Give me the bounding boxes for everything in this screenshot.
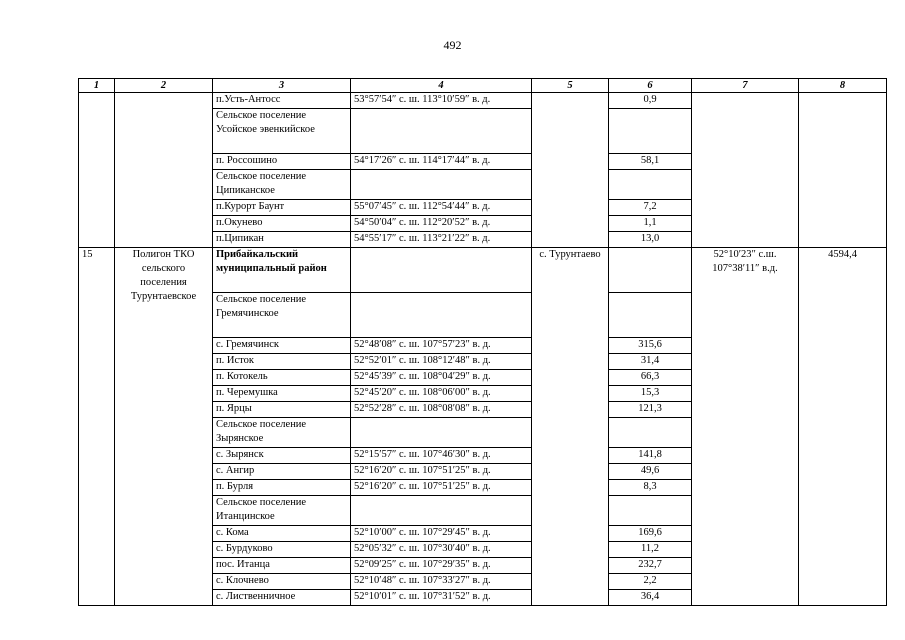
distance-cell: 7,2	[609, 200, 692, 216]
settlement-coords-cell: 54°50′04″ с. ш. 112°20′52″ в. д.	[351, 216, 532, 232]
settlement-coords-cell	[351, 109, 532, 154]
distance-cell: 49,6	[609, 464, 692, 480]
header-row	[79, 79, 887, 93]
header-cell: 3	[213, 79, 351, 93]
settlement-name-cell: п. Россошино	[213, 154, 351, 170]
settlement-name-cell: с. Ангир	[213, 464, 351, 480]
settlement-coords-cell: 52°09′25″ с. ш. 107°29′35″ в. д.	[351, 558, 532, 574]
settlement-name-cell: п. Исток	[213, 354, 351, 370]
settlement-coords-cell: 52°16′20″ с. ш. 107°51′25″ в. д.	[351, 464, 532, 480]
settlement-coords-cell: 54°55′17″ с. ш. 113°21′22″ в. д.	[351, 232, 532, 248]
object-coords-cell: 52°10′23″ с.ш. 107°38′11″ в.д.	[692, 248, 799, 606]
settlement-name-cell: п.Окунево	[213, 216, 351, 232]
distance-cell	[609, 248, 692, 293]
distance-cell: 36,4	[609, 590, 692, 606]
distance-cell: 121,3	[609, 402, 692, 418]
settlement-name-cell: с. Гремячинск	[213, 338, 351, 354]
settlement-name-cell: п. Ярцы	[213, 402, 351, 418]
row-number-cell: 15	[79, 248, 115, 606]
distance-cell: 13,0	[609, 232, 692, 248]
distance-cell: 232,7	[609, 558, 692, 574]
settlement-coords-cell: 53°57′54″ с. ш. 113°10′59″ в. д.	[351, 93, 532, 109]
settlement-coords-cell: 52°45′20″ с. ш. 108°06′00″ в. д.	[351, 386, 532, 402]
distance-cell: 0,9	[609, 93, 692, 109]
settlement-coords-cell: 52°52′28″ с. ш. 108°08′08″ в. д.	[351, 402, 532, 418]
settlements-table	[78, 78, 887, 606]
settlement-coords-cell: 55°07′45″ с. ш. 112°54′44″ в. д.	[351, 200, 532, 216]
object-name-cell: Полигон ТКО сельского поселения Турунтаевское	[115, 248, 213, 606]
location-cell	[532, 93, 609, 248]
distance-cell	[609, 293, 692, 338]
distance-cell: 31,4	[609, 354, 692, 370]
settlement-coords-cell: 52°05′32″ с. ш. 107°30′40″ в. д.	[351, 542, 532, 558]
table-row	[79, 93, 887, 109]
settlement-coords-cell: 52°16′20″ с. ш. 107°51′25″ в. д.	[351, 480, 532, 496]
settlement-coords-cell: 52°15′57″ с. ш. 107°46′30″ в. д.	[351, 448, 532, 464]
header-cell: 6	[609, 79, 692, 93]
distance-cell: 1,1	[609, 216, 692, 232]
distance-cell: 58,1	[609, 154, 692, 170]
settlement-name-cell: п.Курорт Баунт	[213, 200, 351, 216]
settlement-coords-cell: 52°10′48″ с. ш. 107°33′27″ в. д.	[351, 574, 532, 590]
settlement-name-cell: с. Зырянск	[213, 448, 351, 464]
header-cell: 2	[115, 79, 213, 93]
settlement-coords-cell	[351, 170, 532, 200]
settlement-name-cell: п. Черемушка	[213, 386, 351, 402]
distance-cell: 169,6	[609, 526, 692, 542]
settlement-coords-cell: 52°45′39″ с. ш. 108°04′29″ в. д.	[351, 370, 532, 386]
settlement-coords-cell: 52°52′01″ с. ш. 108°12′48″ в. д.	[351, 354, 532, 370]
distance-cell: 315,6	[609, 338, 692, 354]
settlement-name-cell: Сельское поселение Итанцинское	[213, 496, 351, 526]
object-name-cell	[115, 93, 213, 248]
distance-cell	[609, 109, 692, 154]
row-number-cell	[79, 93, 115, 248]
header-cell: 5	[532, 79, 609, 93]
area-cell: 4594,4	[799, 248, 887, 606]
settlement-name-cell: Сельское поселение Усойское эвенкийское	[213, 109, 351, 154]
settlement-name-cell: п. Бурля	[213, 480, 351, 496]
header-cell: 4	[351, 79, 532, 93]
settlement-coords-cell	[351, 418, 532, 448]
settlement-name-cell: п.Ципикан	[213, 232, 351, 248]
settlement-name-cell: с. Бурдуково	[213, 542, 351, 558]
distance-cell: 141,8	[609, 448, 692, 464]
distance-cell: 11,2	[609, 542, 692, 558]
header-cell: 7	[692, 79, 799, 93]
settlement-coords-cell	[351, 248, 532, 293]
settlement-name-cell: Прибайкальский муниципальный район	[213, 248, 351, 293]
settlement-name-cell: с. Кома	[213, 526, 351, 542]
distance-cell: 66,3	[609, 370, 692, 386]
settlement-coords-cell: 52°48′08″ с. ш. 107°57′23″ в. д.	[351, 338, 532, 354]
object-coords-cell	[692, 93, 799, 248]
page-number: 492	[443, 38, 462, 52]
settlement-coords-cell: 54°17′26″ с. ш. 114°17′44″ в. д.	[351, 154, 532, 170]
distance-cell	[609, 418, 692, 448]
settlement-name-cell: Сельское поселение Ципиканское	[213, 170, 351, 200]
table-row	[79, 248, 887, 293]
settlement-name-cell: с. Клочнево	[213, 574, 351, 590]
distance-cell: 15,3	[609, 386, 692, 402]
settlement-name-cell: п. Котокель	[213, 370, 351, 386]
area-cell	[799, 93, 887, 248]
distance-cell: 2,2	[609, 574, 692, 590]
header-cell: 1	[79, 79, 115, 93]
distance-cell	[609, 496, 692, 526]
settlement-coords-cell	[351, 293, 532, 338]
settlement-name-cell: Сельское поселение Гремячинское	[213, 293, 351, 338]
settlement-name-cell: п.Усть-Антосс	[213, 93, 351, 109]
settlement-coords-cell: 52°10′01″ с. ш. 107°31′52″ в. д.	[351, 590, 532, 606]
settlement-coords-cell: 52°10′00″ с. ш. 107°29′45″ в. д.	[351, 526, 532, 542]
settlement-name-cell: пос. Итанца	[213, 558, 351, 574]
settlement-name-cell: с. Лиственничное	[213, 590, 351, 606]
header-cell: 8	[799, 79, 887, 93]
distance-cell	[609, 170, 692, 200]
distance-cell: 8,3	[609, 480, 692, 496]
settlement-coords-cell	[351, 496, 532, 526]
location-cell: с. Турунтаево	[532, 248, 609, 606]
settlement-name-cell: Сельское поселение Зырянское	[213, 418, 351, 448]
